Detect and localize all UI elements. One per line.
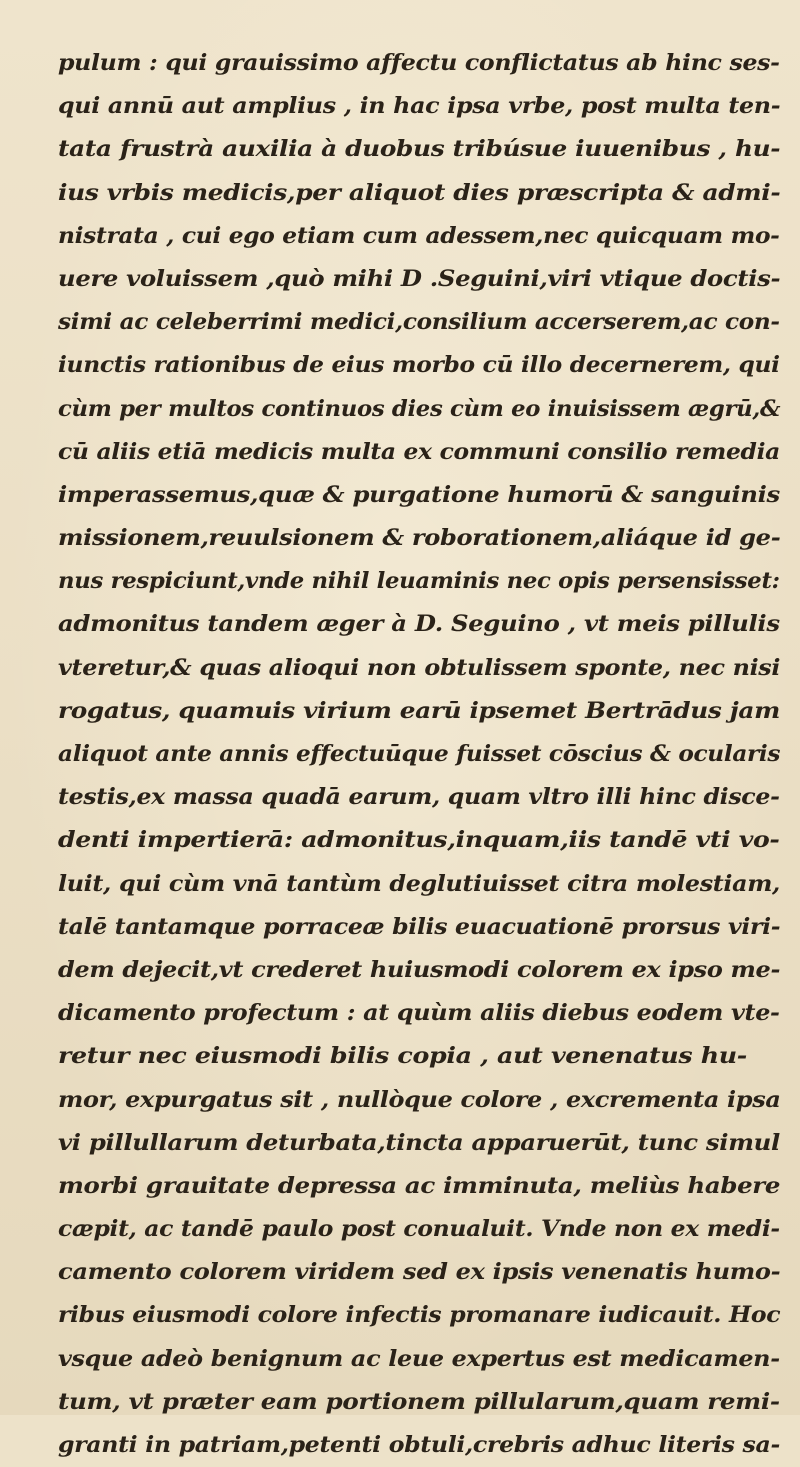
- text-line: missionem,reuulsionem & roborationem,aliáque id ge-: [58, 525, 781, 552]
- text-line: nus respiciunt,vnde nihil leuaminis nec opis persensisset:: [58, 568, 780, 595]
- text-line: nistrata , cui ego etiam cum adessem,nec quicquam mo-: [58, 222, 780, 249]
- text-line: talē tantamque porraceæ bilis euacuationē prorsus viri-: [58, 913, 781, 940]
- text-line: retur nec eiusmodi bilis copia , aut venenatus hu-: [58, 1043, 747, 1070]
- text-line: ius vrbis medicis,per aliquot dies præscripta & admi-: [58, 179, 781, 206]
- text-line: tata frustrà auxilia à duobus tribúsue iuuenibus , hu-: [58, 136, 781, 163]
- text-line: tum, vt præter eam portionem pillularum,quam remi-: [58, 1388, 780, 1415]
- text-line: dem dejecit,vt crederet huiusmodi colorem ex ipso me-: [58, 956, 781, 983]
- latin-text-block: [58, 42, 780, 1467]
- text-line: admonitus tandem æger à D. Seguino , vt meis pillulis: [58, 611, 780, 638]
- text-line: ribus eiusmodi colore infectis promanare iudicauit. Hoc: [58, 1302, 781, 1329]
- text-line: rogatus, quamuis virium earū ipsemet Bertrādus jam: [58, 697, 780, 724]
- text-line: morbi grauitate depressa ac imminuta, meliùs habere: [58, 1172, 781, 1199]
- text-line: iunctis rationibus de eius morbo cū illo decernerem, qui: [58, 352, 780, 379]
- text-line: testis,ex massa quadā earum, quam vltro illi hinc disce-: [58, 784, 780, 811]
- text-line: camento colorem viridem sed ex ipsis venenatis humo-: [58, 1259, 781, 1286]
- text-line: cæpit, ac tandē paulo post conualuit. Vnde non ex medi-: [58, 1216, 780, 1243]
- text-line: luit, qui cùm vnā tantùm deglutiuisset citra molestiam,: [58, 870, 781, 897]
- text-line: simi ac celeberrimi medici,consilium accerserem,ac con-: [58, 309, 780, 336]
- text-line: cùm per multos continuos dies cùm eo inuisissem ægrū,&: [58, 395, 781, 422]
- text-line: cū aliis etiā medicis multa ex communi consilio remedia: [58, 438, 780, 465]
- text-line: imperassemus,quæ & purgatione humorū & sanguinis: [58, 481, 780, 508]
- text-line: vteretur,& quas alioqui non obtulissem sponte, nec nisi: [58, 654, 781, 681]
- text-line: dicamento profectum : at quùm aliis diebus eodem vte-: [58, 1000, 780, 1027]
- text-line: vsque adeò benignum ac leue expertus est medicamen-: [58, 1345, 780, 1372]
- text-line: pulum : qui grauissimo affectu conflictatus ab hinc ses-: [58, 50, 780, 76]
- text-line: mor, expurgatus sit , nullòque colore , excrementa ipsa: [58, 1086, 781, 1113]
- text-line: granti in patriam,petenti obtuli,crebris adhuc literis sa-: [58, 1432, 780, 1458]
- text-line: vi pillullarum deturbata,tincta apparuerūt, tunc simul: [58, 1129, 780, 1156]
- text-line: qui annū aut amplius , in hac ipsa vrbe, post multa ten-: [58, 93, 781, 120]
- text-line: aliquot ante annis effectuūque fuisset cōscius & ocularis: [58, 741, 781, 767]
- text-line: uere voluissem ,quò mihi D .Seguini,viri vtique doctis-: [58, 265, 781, 292]
- text-line: denti impertierā: admonitus,inquam,iis tandē vti vo-: [58, 827, 780, 854]
